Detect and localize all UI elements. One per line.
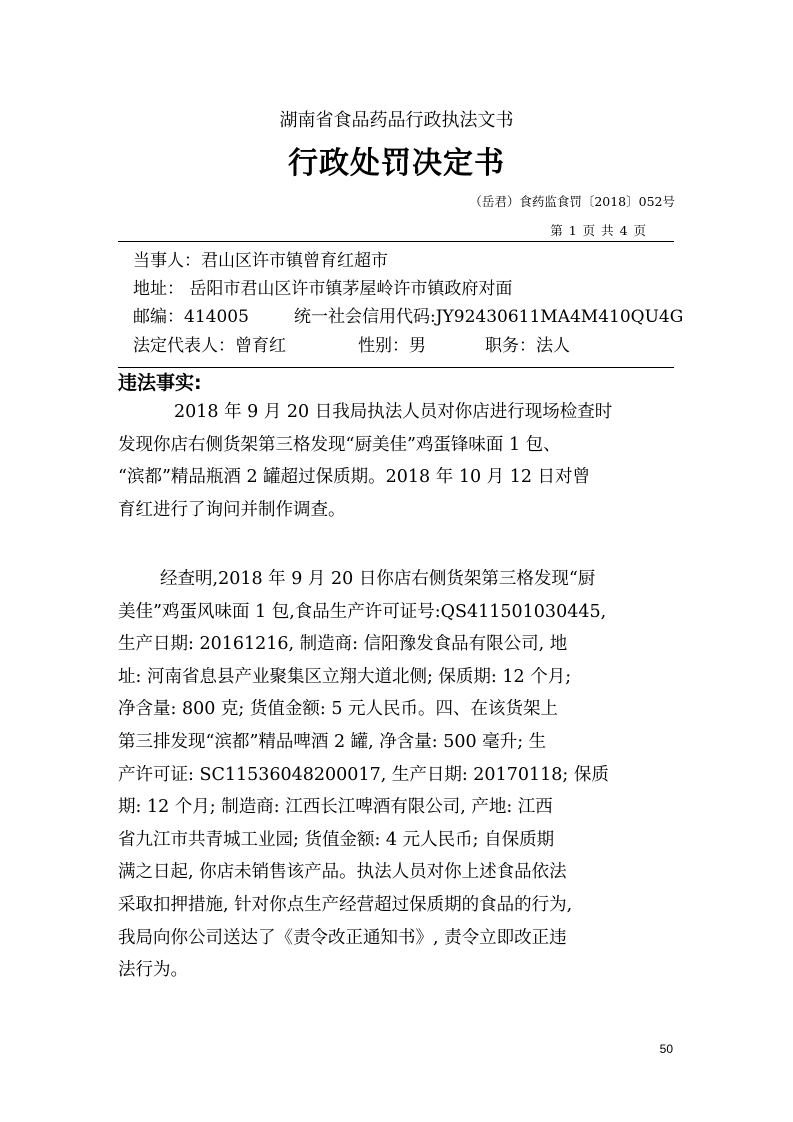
party-legal-rep: 法定代表人：曾育红 (133, 336, 286, 356)
paragraph-line: 生产日期: 20161216, 制造商: 信阳豫发食品有限公司, 地 (118, 634, 568, 655)
document-number: （岳君）食药监食罚〔2018〕052号 (469, 194, 675, 209)
paragraph-line: 满之日起, 你店未销售该产品。执法人员对你上述食品依法 (118, 862, 567, 883)
facts-paragraph-1 (118, 396, 680, 526)
party-name: 当事人：君山区许市镇曾育红超市 (133, 251, 388, 271)
party-credit-code: 统一社会信用代码:JY92430611MA4M410QU4G (294, 307, 684, 327)
paragraph-line: 第三排发现“滨都”精品啤酒 2 罐, 净含量: 500 毫升; 生 (118, 731, 547, 752)
party-postcode: 邮编：414005 (133, 307, 249, 327)
paragraph-line: 净含量: 800 克; 货值金额: 5 元人民币。四、在该货架上 (118, 699, 559, 720)
paragraph-line: 址: 河南省息县产业聚集区立翔大道北侧; 保质期: 12 个月; (118, 666, 572, 687)
paragraph-line: 2018 年 9 月 20 日我局执法人员对你店进行现场检查时 (174, 402, 613, 422)
party-gender: 性别：男 (358, 336, 426, 356)
paragraph-line: 法行为。 (118, 960, 188, 981)
page-info: 第 1 页 共 4 页 (550, 223, 647, 238)
page-number: 50 (659, 1042, 673, 1056)
paragraph-line: 美佳”鸡蛋风味面 1 包,食品生产许可证号:QS411501030445, (118, 601, 607, 622)
paragraph-line: 发现你店右侧货架第三格发现“厨美佳”鸡蛋锋味面 1 包、 (118, 434, 561, 455)
party-address: 地址： 岳阳市君山区许市镇茅屋岭许市镇政府对面 (133, 279, 513, 299)
document-title: 行政处罚决定书 (288, 146, 505, 181)
facts-paragraph-2 (118, 563, 680, 987)
paragraph-line: 育红进行了询问并制作调查。 (118, 499, 346, 520)
agency-header: 湖南省食品药品行政执法文书 (279, 110, 514, 131)
paragraph-line: 产许可证: SC11536048200017, 生产日期: 20170118; 保质 (118, 764, 609, 785)
top-divider (118, 241, 674, 242)
section-heading: 违法事实: (118, 372, 202, 394)
paragraph-line: 省九江市共青城工业园; 货值金额: 4 元人民币; 自保质期 (118, 829, 555, 850)
paragraph-line: 经查明,2018 年 9 月 20 日你店右侧货架第三格发现“厨 (160, 569, 596, 589)
paragraph-line: 期: 12 个月; 制造商: 江西长江啤酒有限公司, 产地: 江西 (118, 797, 553, 818)
paragraph-line: 我局向你公司送达了《责令改正通知书》, 责令立即改正违 (118, 927, 567, 948)
paragraph-line: “滨都”精品瓶酒 2 罐超过保质期。2018 年 10 月 12 日对曾 (118, 467, 591, 488)
party-position: 职务：法人 (485, 336, 570, 356)
paragraph-line: 采取扣押措施, 针对你点生产经营超过保质期的食品的行为, (118, 894, 573, 915)
